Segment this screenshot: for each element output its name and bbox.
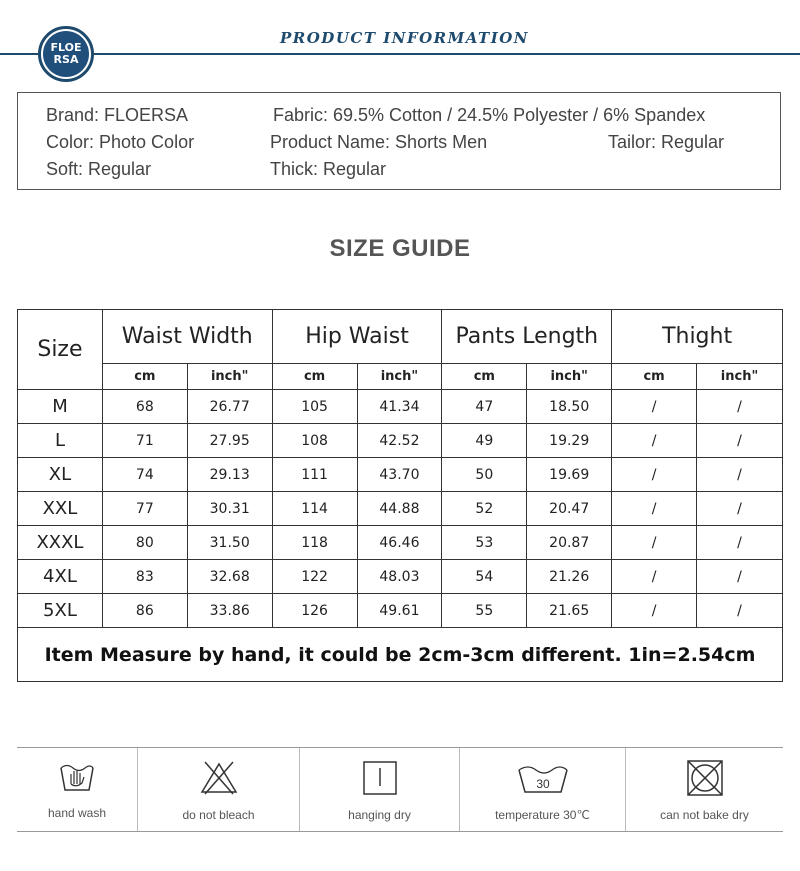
- measurement-cell: 29.13: [187, 458, 272, 492]
- info-tailor: Tailor: Regular: [608, 132, 725, 152]
- table-row: [18, 526, 783, 560]
- care-item-hand-wash: [17, 748, 138, 831]
- do-not-tumble-dry-icon: [685, 760, 725, 796]
- size-cell: L: [18, 424, 103, 458]
- measurement-cell: 86: [102, 594, 187, 628]
- measurement-cell: 74: [102, 458, 187, 492]
- measurement-cell: /: [697, 390, 783, 424]
- measurement-cell: 48.03: [357, 560, 442, 594]
- measurement-cell: 105: [272, 390, 357, 424]
- unit-header: cm: [612, 364, 697, 390]
- size-cell: XL: [18, 458, 103, 492]
- measurement-cell: 114: [272, 492, 357, 526]
- measurement-cell: 122: [272, 560, 357, 594]
- measurement-cell: 53: [442, 526, 527, 560]
- measurement-cell: 126: [272, 594, 357, 628]
- info-product-name: Product Name: Shorts Men: [270, 132, 488, 152]
- group-header-thight: Thight: [612, 310, 783, 364]
- size-cell: 5XL: [18, 594, 103, 628]
- measurement-cell: 111: [272, 458, 357, 492]
- size-table: [17, 309, 783, 682]
- logo-text-line1: FLOE: [50, 41, 82, 54]
- product-info-box: [17, 92, 781, 190]
- group-header-hip-waist: Hip Waist: [272, 310, 442, 364]
- measurement-cell: 83: [102, 560, 187, 594]
- size-column-header: Size: [18, 310, 103, 390]
- measurement-cell: 68: [102, 390, 187, 424]
- care-item-temperature: [460, 748, 626, 831]
- care-label: hanging dry: [348, 808, 411, 822]
- measurement-note: Item Measure by hand, it could be 2cm-3cm different. 1in=2.54cm: [18, 628, 783, 682]
- size-cell: XXXL: [18, 526, 103, 560]
- measurement-cell: /: [612, 594, 697, 628]
- unit-header: inch": [527, 364, 612, 390]
- measurement-cell: 19.29: [527, 424, 612, 458]
- table-row: [18, 492, 783, 526]
- logo-text-line2: RSA: [53, 53, 79, 66]
- info-color: Color: Photo Color: [46, 132, 195, 152]
- measurement-cell: 33.86: [187, 594, 272, 628]
- brand-logo: [38, 26, 94, 82]
- measurement-cell: /: [697, 424, 783, 458]
- care-item-do-not-tumble-dry: [626, 748, 783, 831]
- measurement-cell: 20.87: [527, 526, 612, 560]
- measurement-cell: 41.34: [357, 390, 442, 424]
- info-soft: Soft: Regular: [46, 159, 152, 179]
- measurement-cell: /: [612, 560, 697, 594]
- table-row: [18, 560, 783, 594]
- hanging-dry-icon: [360, 760, 400, 796]
- hand-wash-icon: [57, 760, 97, 794]
- measurement-cell: 31.50: [187, 526, 272, 560]
- measurement-cell: 118: [272, 526, 357, 560]
- measurement-cell: /: [697, 492, 783, 526]
- info-thick: Thick: Regular: [270, 159, 387, 179]
- measurement-cell: 42.52: [357, 424, 442, 458]
- measurement-cell: /: [697, 458, 783, 492]
- header-divider-line: [0, 53, 800, 55]
- measurement-cell: 77: [102, 492, 187, 526]
- measurement-cell: 71: [102, 424, 187, 458]
- measurement-cell: 27.95: [187, 424, 272, 458]
- measurement-cell: 19.69: [527, 458, 612, 492]
- care-label: hand wash: [47, 806, 107, 820]
- care-instructions: [17, 747, 783, 832]
- measurement-cell: 21.65: [527, 594, 612, 628]
- care-label: temperature 30℃: [495, 808, 590, 822]
- size-cell: 4XL: [18, 560, 103, 594]
- info-brand: Brand: FLOERSA: [46, 105, 189, 125]
- product-info-header: [0, 20, 800, 90]
- unit-header: inch": [357, 364, 442, 390]
- measurement-cell: 49: [442, 424, 527, 458]
- measurement-cell: 18.50: [527, 390, 612, 424]
- measurement-cell: 46.46: [357, 526, 442, 560]
- unit-header: cm: [102, 364, 187, 390]
- measurement-cell: /: [697, 560, 783, 594]
- care-label: do not bleach: [182, 808, 255, 822]
- measurement-cell: 30.31: [187, 492, 272, 526]
- measurement-cell: 50: [442, 458, 527, 492]
- unit-header: inch": [187, 364, 272, 390]
- do-not-bleach-icon: [199, 760, 239, 796]
- table-row: [18, 424, 783, 458]
- size-cell: M: [18, 390, 103, 424]
- table-row: [18, 390, 783, 424]
- measurement-cell: 32.68: [187, 560, 272, 594]
- measurement-cell: /: [697, 594, 783, 628]
- measurement-cell: 44.88: [357, 492, 442, 526]
- temperature-value: 30: [535, 777, 550, 791]
- measurement-cell: 47: [442, 390, 527, 424]
- measurement-cell: /: [612, 492, 697, 526]
- care-label: can not bake dry: [660, 808, 749, 822]
- measurement-cell: /: [697, 526, 783, 560]
- section-title-product-information: PRODUCT INFORMATION: [270, 29, 539, 47]
- measurement-cell: 43.70: [357, 458, 442, 492]
- measurement-cell: /: [612, 526, 697, 560]
- size-guide-title: SIZE GUIDE: [329, 235, 471, 262]
- group-header-waist-width: Waist Width: [102, 310, 272, 364]
- table-row: [18, 458, 783, 492]
- temperature-30-icon: [516, 760, 570, 796]
- measurement-cell: 54: [442, 560, 527, 594]
- measurement-cell: 21.26: [527, 560, 612, 594]
- group-header-pants-length: Pants Length: [442, 310, 612, 364]
- measurement-cell: /: [612, 390, 697, 424]
- brand-logo-inner: [43, 31, 89, 77]
- size-cell: XXL: [18, 492, 103, 526]
- measurement-cell: 26.77: [187, 390, 272, 424]
- measurement-cell: /: [612, 424, 697, 458]
- measurement-cell: 55: [442, 594, 527, 628]
- table-row: [18, 594, 783, 628]
- measurement-cell: 108: [272, 424, 357, 458]
- unit-header: cm: [272, 364, 357, 390]
- measurement-cell: 80: [102, 526, 187, 560]
- measurement-cell: 52: [442, 492, 527, 526]
- unit-header: cm: [442, 364, 527, 390]
- unit-header: inch": [697, 364, 783, 390]
- info-fabric: Fabric: 69.5% Cotton / 24.5% Polyester / 6% Spandex: [273, 105, 706, 125]
- measurement-cell: 20.47: [527, 492, 612, 526]
- measurement-cell: /: [612, 458, 697, 492]
- care-item-hanging-dry: [300, 748, 460, 831]
- care-item-do-not-bleach: [138, 748, 300, 831]
- measurement-cell: 49.61: [357, 594, 442, 628]
